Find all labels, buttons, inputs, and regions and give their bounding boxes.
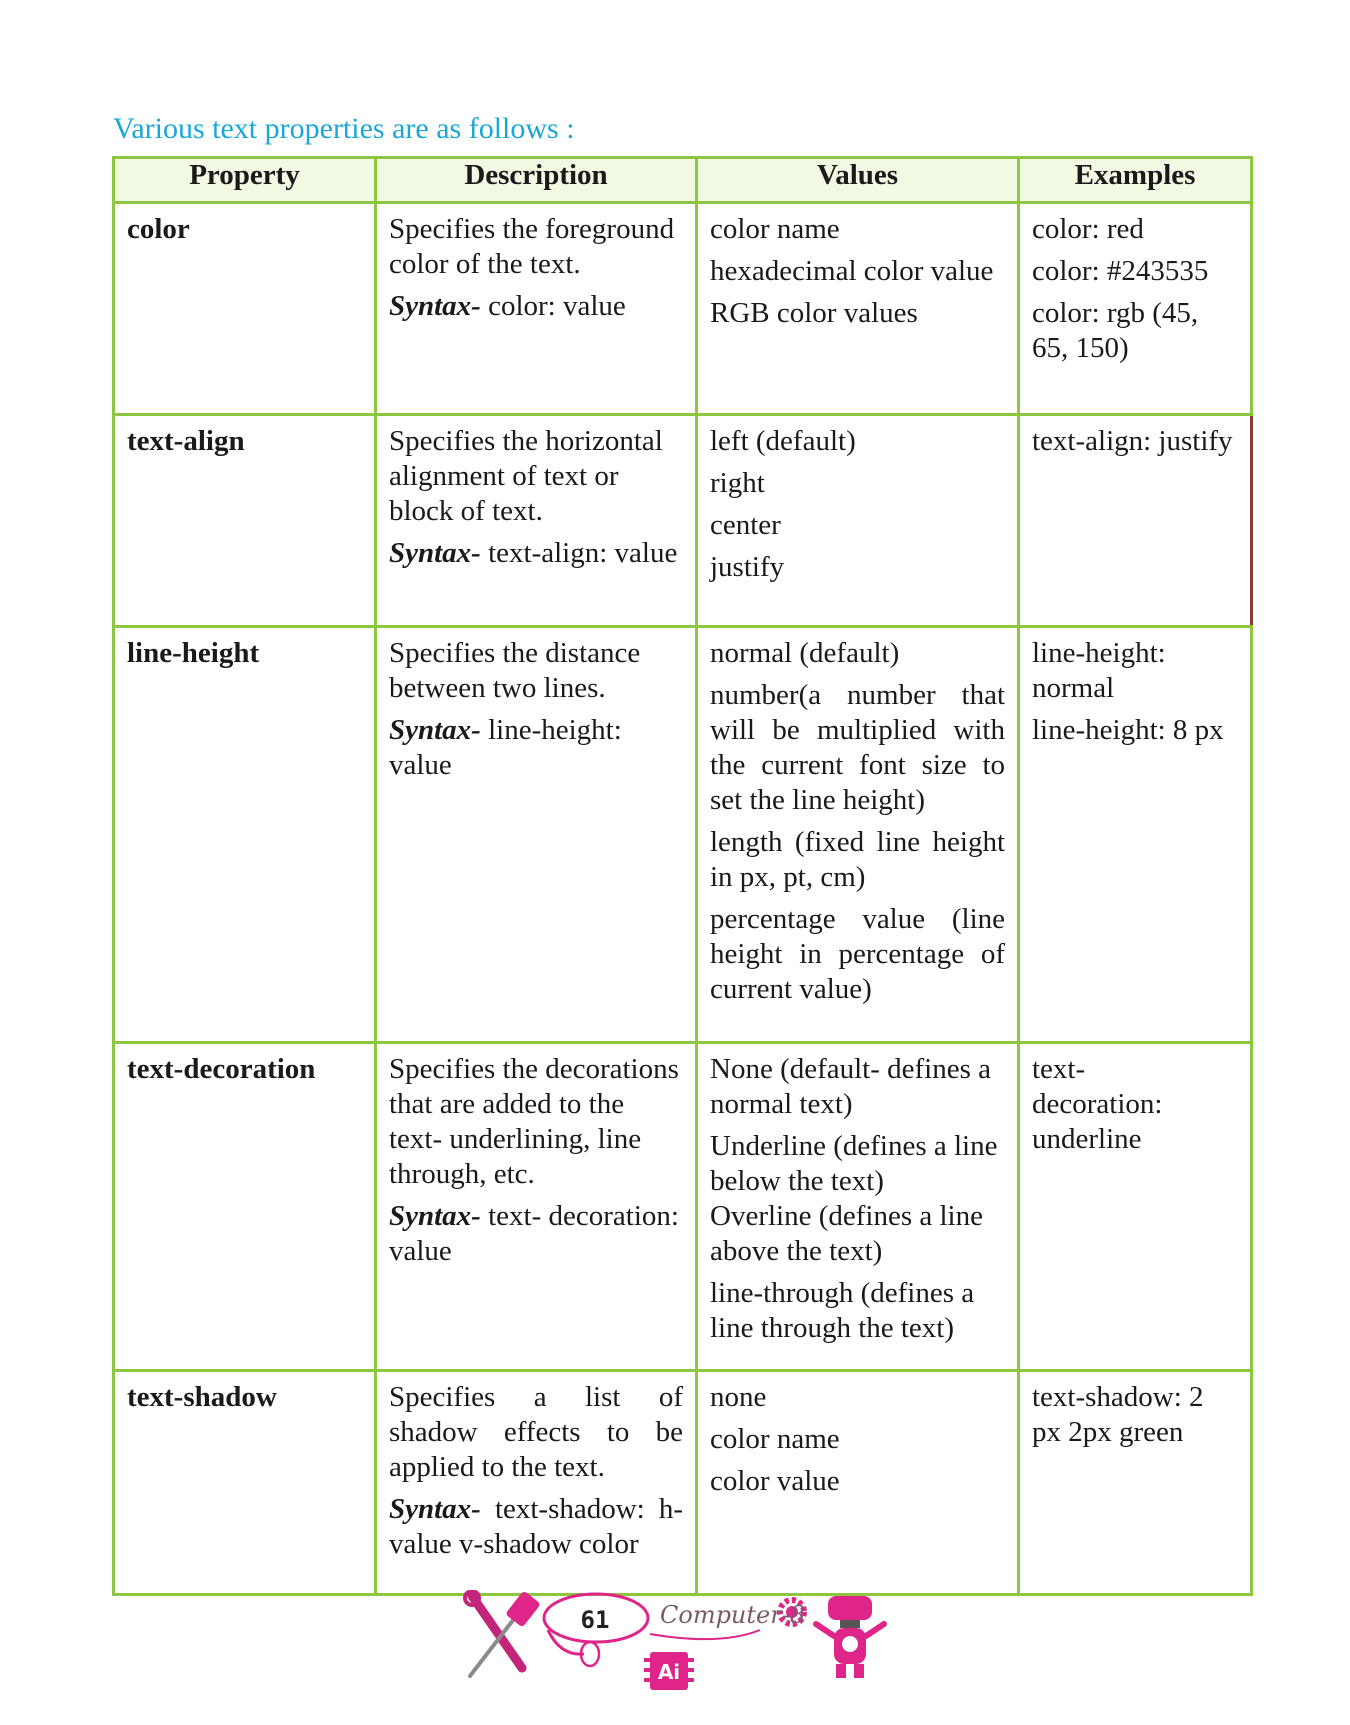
values-cell: [697, 415, 1019, 627]
property-name: line-height: [114, 627, 376, 1043]
header-values: Values: [697, 158, 1019, 203]
value-item: Underline (defines a line below the text): [710, 1130, 998, 1197]
example-item: text-shadow: 2 px 2px green: [1032, 1381, 1204, 1448]
syntax-label: Syntax-: [389, 537, 481, 569]
property-name: text-decoration: [114, 1043, 376, 1371]
header-examples: Examples: [1019, 158, 1252, 203]
description-cell: [376, 1371, 697, 1595]
description-text: Specifies the decorations that are added to the text- underlining, line through, etc.: [389, 1053, 679, 1190]
table-row: [114, 627, 1252, 1043]
description-text: Specifies the horizontal alignment of text or block of text.: [389, 425, 663, 527]
robot-icon: [816, 1596, 884, 1678]
value-item: None (default- defines a normal text): [710, 1053, 992, 1120]
examples-cell: [1019, 1371, 1252, 1595]
values-cell: [697, 1043, 1019, 1371]
value-item: color name: [710, 1423, 840, 1455]
syntax-line: [389, 1492, 683, 1562]
text-properties-table: [112, 156, 1253, 1596]
description-cell: [376, 203, 697, 415]
description-cell: [376, 415, 697, 627]
syntax-text: text- decoration: value: [389, 1200, 679, 1267]
table-row: [114, 203, 1252, 415]
page-number: 61: [580, 1606, 610, 1634]
value-item: normal (default): [710, 637, 900, 669]
example-item: color: rgb (45, 65, 150): [1032, 297, 1199, 364]
syntax-label: Syntax-: [389, 1200, 481, 1232]
description-cell: [376, 627, 697, 1043]
value-item: left (default): [710, 425, 856, 457]
examples-cell: [1019, 627, 1252, 1043]
table-header-row: [114, 158, 1252, 203]
book-title: Computer-8: [660, 1601, 806, 1629]
header-property: Property: [114, 158, 376, 203]
description-text: Specifies a list of shadow effects to be applied to the text.: [389, 1381, 683, 1483]
syntax-label: Syntax-: [389, 290, 481, 322]
syntax-line: [389, 536, 683, 571]
syntax-text: color: value: [480, 290, 626, 322]
value-item: color name: [710, 213, 840, 245]
value-item: percentage value (line height in percentage of current value): [710, 903, 1005, 1005]
values-cell: [697, 203, 1019, 415]
syntax-text: text-align: value: [480, 537, 678, 569]
value-item: hexadecimal color value: [710, 255, 994, 287]
examples-cell: [1019, 415, 1252, 627]
syntax-line: [389, 1199, 683, 1269]
property-name: text-align: [114, 415, 376, 627]
syntax-text: line-height: value: [389, 714, 622, 781]
table-row: [114, 415, 1252, 627]
value-item: Overline (defines a line above the text): [710, 1200, 983, 1267]
value-item: number(a number that will be multiplied with the current font size to set the line height): [710, 679, 1005, 816]
description-text: Specifies the distance between two lines.: [389, 637, 641, 704]
value-item: line-through (defines a line through the text): [710, 1277, 975, 1344]
value-item: length (fixed line height in px, pt, cm): [710, 826, 1005, 893]
property-name: text-shadow: [114, 1371, 376, 1595]
value-item: center: [710, 509, 781, 541]
syntax-line: [389, 289, 683, 324]
example-item: text- decoration: underline: [1032, 1053, 1163, 1155]
value-item: none: [710, 1381, 767, 1413]
value-item: justify: [710, 551, 785, 583]
value-item: color value: [710, 1465, 840, 1497]
chip-icon: [644, 1652, 694, 1690]
syntax-line: [389, 713, 683, 783]
description-text: Specifies the foreground color of the text.: [389, 213, 675, 280]
syntax-label: Syntax-: [389, 714, 481, 746]
example-item: color: #243535: [1032, 255, 1209, 287]
example-item: text-align: justify: [1032, 425, 1233, 457]
property-name: color: [114, 203, 376, 415]
values-cell: [697, 1371, 1019, 1595]
intro-heading: Various text properties are as follows :: [113, 112, 575, 145]
header-description: Description: [376, 158, 697, 203]
chip-label: Ai: [657, 1660, 681, 1684]
value-item: RGB color values: [710, 297, 918, 329]
syntax-text: text-shadow: h-value v-shadow color: [389, 1493, 683, 1560]
examples-cell: [1019, 1043, 1252, 1371]
example-item: color: red: [1032, 213, 1144, 245]
table-row: [114, 1043, 1252, 1371]
description-cell: [376, 1043, 697, 1371]
values-cell: [697, 627, 1019, 1043]
table-row: [114, 1371, 1252, 1595]
value-item: right: [710, 467, 765, 499]
tools-icon: [465, 1590, 541, 1676]
examples-cell: [1019, 203, 1252, 415]
syntax-label: Syntax-: [389, 1493, 481, 1525]
example-item: line-height: 8 px: [1032, 714, 1224, 746]
example-item: line-height: normal: [1032, 637, 1166, 704]
